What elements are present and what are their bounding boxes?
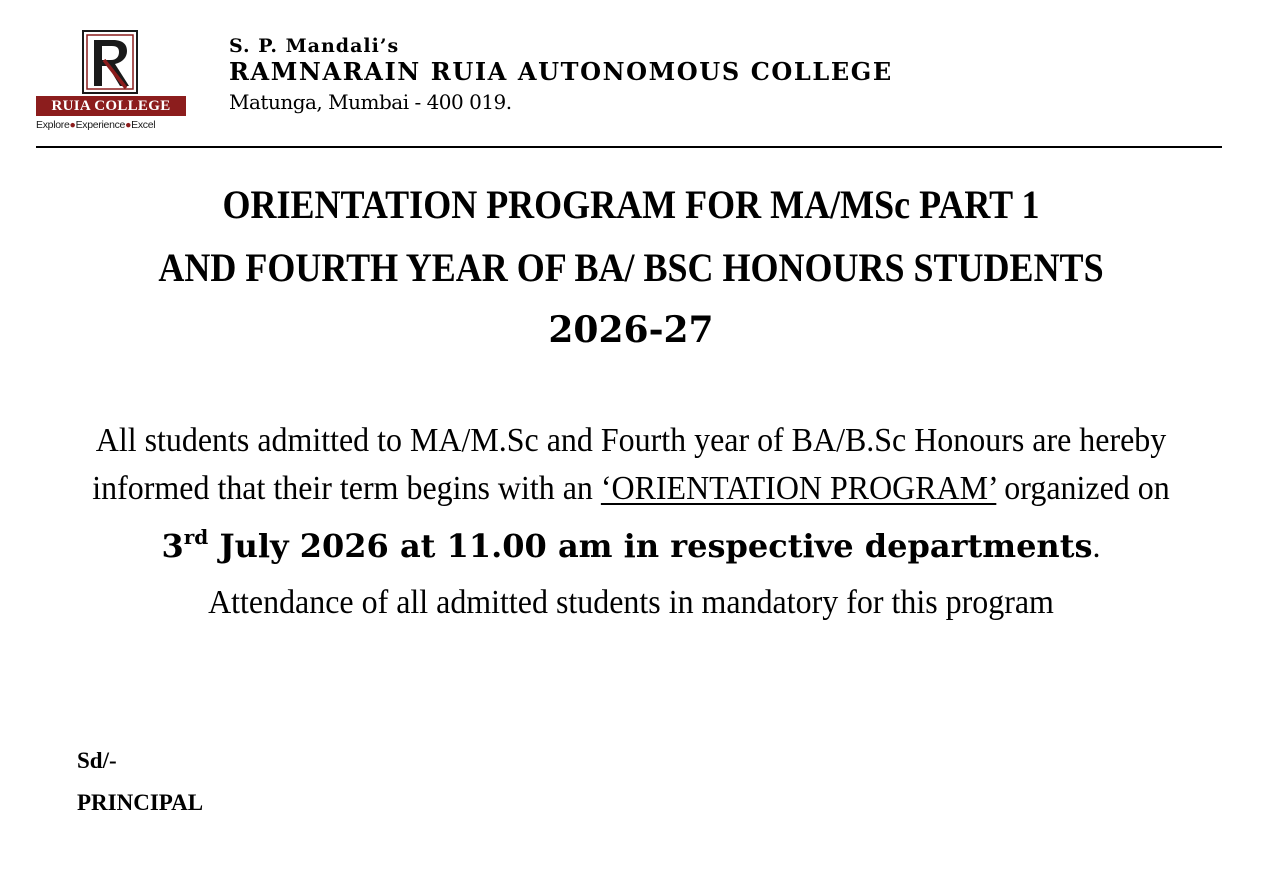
date-rest: July 2026 at 11.00 am in respective departments <box>208 527 1093 565</box>
tagline-explore: Explore <box>36 119 70 131</box>
notice-body-line-4: Attendance of all admitted students in mandatory for this program <box>208 584 1054 621</box>
notice-body-line-2 <box>38 469 1224 509</box>
ruia-r-logo-icon <box>82 30 138 94</box>
header-divider <box>36 146 1222 148</box>
notice-title-year: 2026-27 <box>548 309 714 351</box>
notice-title-line-2: AND FOURTH YEAR OF BA/ BSC HONOURS STUDENTS <box>158 245 1104 290</box>
signature-sd: Sd/- <box>77 748 117 773</box>
notice-date-line <box>0 524 1262 568</box>
notice-body-line-1: All students admitted to MA/M.Sc and Fourth year of BA/B.Sc Honours are hereby <box>95 422 1167 459</box>
org-name: RAMNARAIN RUIA AUTONOMOUS COLLEGE <box>229 57 893 86</box>
org-address: Matunga, Mumbai - 400 019. <box>229 90 512 114</box>
program-name: ‘ORIENTATION PROGRAM’ <box>600 470 997 507</box>
notice-title-line-1: ORIENTATION PROGRAM FOR MA/MSc PART 1 <box>222 182 1040 227</box>
body-line-2-pre: informed that their term begins with an <box>92 470 601 507</box>
date-end: . <box>1092 528 1101 564</box>
college-logo <box>36 30 186 135</box>
tagline-experience: Experience <box>75 119 126 131</box>
logo-band: RUIA COLLEGE <box>36 96 186 116</box>
tagline-excel: Excel <box>131 119 156 131</box>
logo-tagline <box>36 118 186 132</box>
body-line-2-post: organized on <box>996 470 1170 507</box>
tagline-dot-icon: ● <box>125 119 132 131</box>
date-day: 3 <box>161 527 184 565</box>
org-pre-title: S. P. Mandali’s <box>229 35 400 57</box>
date-suffix: rd <box>183 525 209 549</box>
tagline-dot-icon: ● <box>69 119 76 131</box>
signature-role: PRINCIPAL <box>77 790 204 815</box>
